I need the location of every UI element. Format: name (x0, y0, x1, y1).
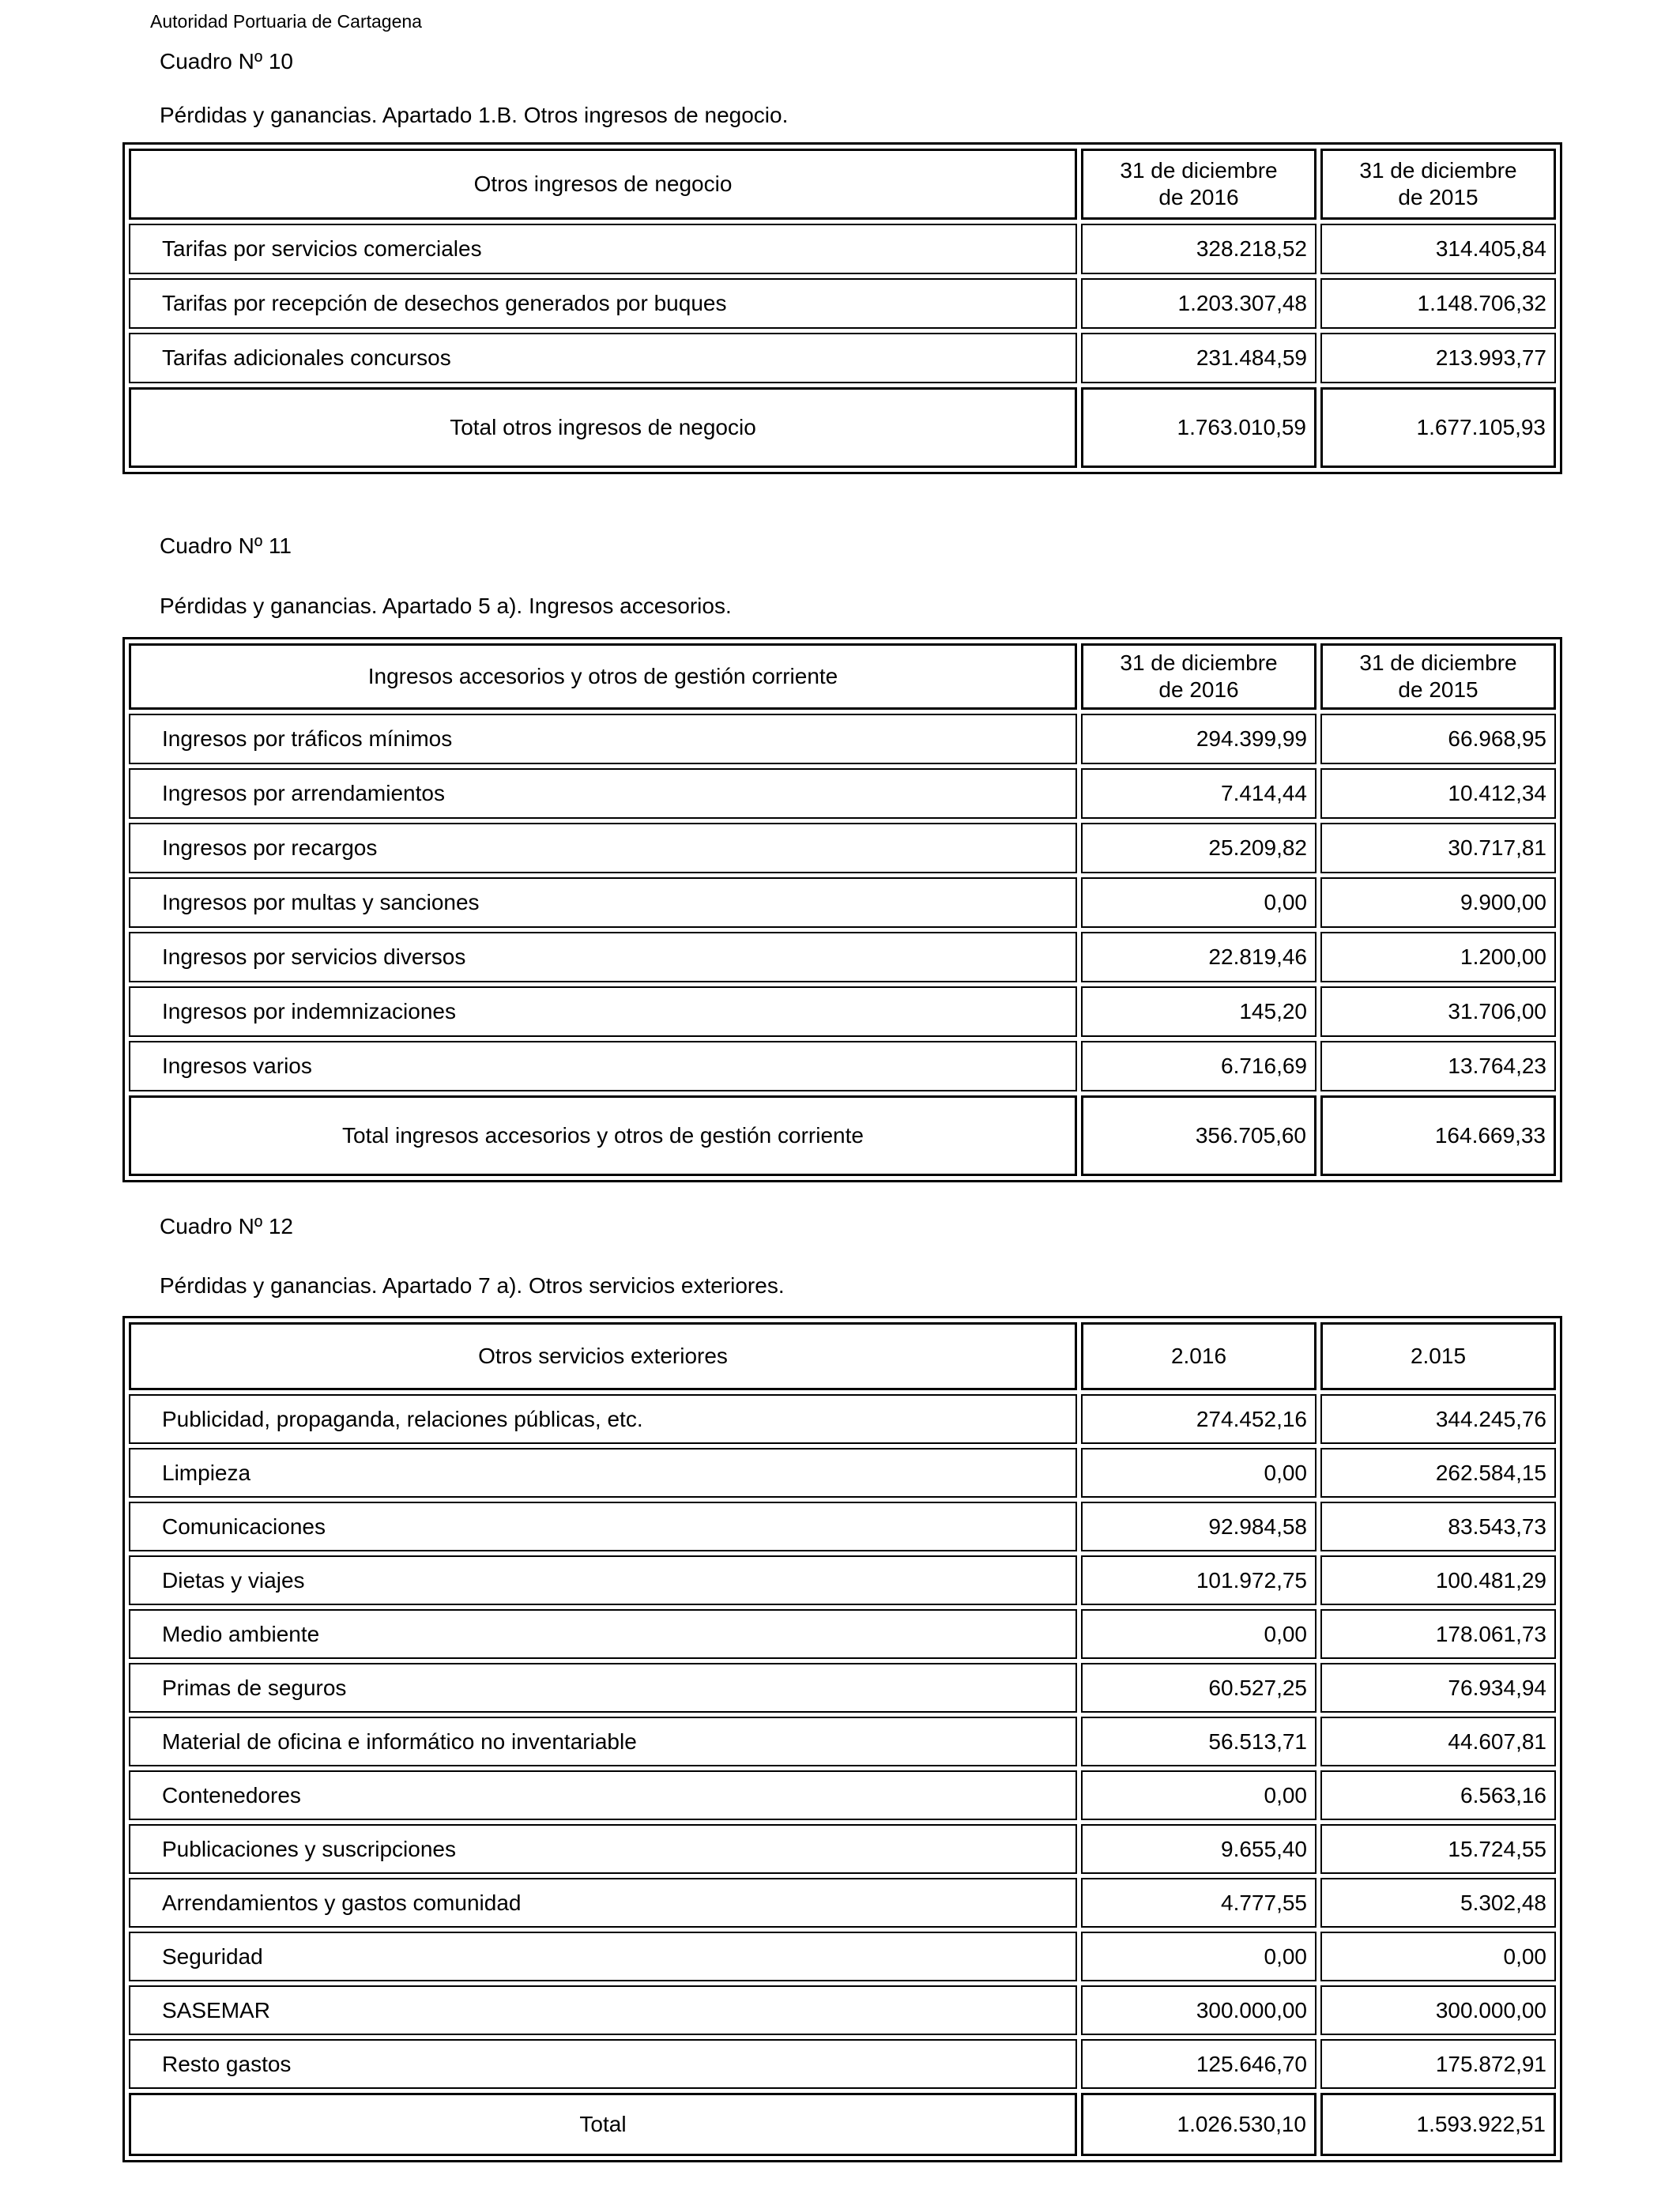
table-row (129, 1663, 1556, 1713)
table-row (129, 1878, 1556, 1928)
total-label: Total otros ingresos de negocio (129, 387, 1077, 468)
row-label: Publicaciones y suscripciones (129, 1824, 1077, 1874)
row-label: Tarifas por servicios comerciales (129, 224, 1077, 274)
row-value: 294.399,99 (1081, 714, 1317, 764)
row-value: 6.716,69 (1081, 1041, 1317, 1091)
column-header: Ingresos accesorios y otros de gestión corriente (129, 643, 1077, 710)
table-row (129, 1824, 1556, 1874)
table-row (129, 1394, 1556, 1444)
total-label: Total (129, 2093, 1077, 2156)
row-label: Dietas y viajes (129, 1555, 1077, 1605)
table-caption: Pérdidas y ganancias. Apartado 1.B. Otros ingresos de negocio. (160, 103, 789, 127)
table-row (129, 1985, 1556, 2035)
row-value: 44.607,81 (1320, 1717, 1556, 1766)
row-label: Seguridad (129, 1932, 1077, 1981)
row-value: 101.972,75 (1081, 1555, 1317, 1605)
table-total-row (129, 2093, 1556, 2156)
column-header: Otros servicios exteriores (129, 1322, 1077, 1390)
row-value: 0,00 (1081, 1609, 1317, 1659)
table-total-row (129, 1095, 1556, 1176)
table-row (129, 1717, 1556, 1766)
total-value: 1.026.530,10 (1081, 2093, 1317, 2156)
row-value: 31.706,00 (1320, 986, 1556, 1037)
table-row (129, 1502, 1556, 1551)
row-label: Publicidad, propaganda, relaciones públicas, etc. (129, 1394, 1077, 1444)
table-row (129, 1041, 1556, 1091)
table-number-label: Cuadro Nº 12 (160, 1214, 293, 1238)
row-label: Contenedores (129, 1770, 1077, 1820)
row-value: 13.764,23 (1320, 1041, 1556, 1091)
row-value: 344.245,76 (1320, 1394, 1556, 1444)
table-total-row (129, 387, 1556, 468)
row-label: Ingresos por multas y sanciones (129, 877, 1077, 928)
table-row (129, 823, 1556, 873)
row-label: Medio ambiente (129, 1609, 1077, 1659)
table-row (129, 1448, 1556, 1498)
row-value: 0,00 (1081, 1448, 1317, 1498)
row-value: 0,00 (1081, 1770, 1317, 1820)
row-value: 0,00 (1081, 1932, 1317, 1981)
row-value: 231.484,59 (1081, 333, 1317, 383)
row-value: 10.412,34 (1320, 768, 1556, 819)
table-cuadro-12 (122, 1316, 1562, 2162)
row-label: Material de oficina e informático no inventariable (129, 1717, 1077, 1766)
table-row (129, 224, 1556, 274)
row-value: 213.993,77 (1320, 333, 1556, 383)
table-cuadro-10 (122, 142, 1562, 474)
row-value: 1.200,00 (1320, 932, 1556, 982)
row-value: 0,00 (1320, 1932, 1556, 1981)
row-label: Ingresos por indemnizaciones (129, 986, 1077, 1037)
row-value: 76.934,94 (1320, 1663, 1556, 1713)
row-value: 6.563,16 (1320, 1770, 1556, 1820)
organization-header: Autoridad Portuaria de Cartagena (150, 11, 422, 32)
total-value: 1.677.105,93 (1320, 387, 1556, 468)
total-value: 1.593.922,51 (1320, 2093, 1556, 2156)
row-value: 262.584,15 (1320, 1448, 1556, 1498)
table-header-row (129, 1322, 1556, 1390)
table-row (129, 714, 1556, 764)
table-header-row (129, 643, 1556, 710)
row-value: 7.414,44 (1081, 768, 1317, 819)
row-value: 1.203.307,48 (1081, 278, 1317, 329)
row-value: 125.646,70 (1081, 2039, 1317, 2089)
table-number-label: Cuadro Nº 10 (160, 49, 293, 74)
row-label: SASEMAR (129, 1985, 1077, 2035)
table-row (129, 1770, 1556, 1820)
row-label: Limpieza (129, 1448, 1077, 1498)
total-label: Total ingresos accesorios y otros de gestión corriente (129, 1095, 1077, 1176)
row-label: Primas de seguros (129, 1663, 1077, 1713)
row-value: 300.000,00 (1320, 1985, 1556, 2035)
row-value: 314.405,84 (1320, 224, 1556, 274)
row-value: 4.777,55 (1081, 1878, 1317, 1928)
row-value: 178.061,73 (1320, 1609, 1556, 1659)
column-header: 31 de diciembre de 2016 (1081, 643, 1317, 710)
row-value: 100.481,29 (1320, 1555, 1556, 1605)
column-header: 2.015 (1320, 1322, 1556, 1390)
row-value: 56.513,71 (1081, 1717, 1317, 1766)
column-header: 31 de diciembre de 2016 (1081, 149, 1317, 220)
row-value: 9.900,00 (1320, 877, 1556, 928)
row-value: 60.527,25 (1081, 1663, 1317, 1713)
row-label: Comunicaciones (129, 1502, 1077, 1551)
row-value: 9.655,40 (1081, 1824, 1317, 1874)
row-value: 25.209,82 (1081, 823, 1317, 873)
table-row (129, 768, 1556, 819)
table-row (129, 1609, 1556, 1659)
total-value: 356.705,60 (1081, 1095, 1317, 1176)
table-caption: Pérdidas y ganancias. Apartado 5 a). Ingresos accesorios. (160, 594, 732, 618)
row-label: Tarifas por recepción de desechos generados por buques (129, 278, 1077, 329)
table-row (129, 877, 1556, 928)
row-label: Resto gastos (129, 2039, 1077, 2089)
row-value: 145,20 (1081, 986, 1317, 1037)
row-label: Ingresos por arrendamientos (129, 768, 1077, 819)
table-number-label: Cuadro Nº 11 (160, 533, 292, 558)
table-row (129, 1555, 1556, 1605)
row-value: 328.218,52 (1081, 224, 1317, 274)
row-label: Tarifas adicionales concursos (129, 333, 1077, 383)
row-value: 274.452,16 (1081, 1394, 1317, 1444)
row-value: 22.819,46 (1081, 932, 1317, 982)
table-row (129, 278, 1556, 329)
table-row (129, 333, 1556, 383)
total-value: 164.669,33 (1320, 1095, 1556, 1176)
row-value: 0,00 (1081, 877, 1317, 928)
row-value: 15.724,55 (1320, 1824, 1556, 1874)
table-caption: Pérdidas y ganancias. Apartado 7 a). Otros servicios exteriores. (160, 1273, 785, 1298)
row-value: 175.872,91 (1320, 2039, 1556, 2089)
row-value: 1.148.706,32 (1320, 278, 1556, 329)
row-label: Ingresos por servicios diversos (129, 932, 1077, 982)
table-cuadro-11 (122, 637, 1562, 1182)
row-value: 30.717,81 (1320, 823, 1556, 873)
row-label: Ingresos por recargos (129, 823, 1077, 873)
row-value: 92.984,58 (1081, 1502, 1317, 1551)
row-value: 66.968,95 (1320, 714, 1556, 764)
table-row (129, 2039, 1556, 2089)
row-value: 300.000,00 (1081, 1985, 1317, 2035)
row-value: 83.543,73 (1320, 1502, 1556, 1551)
table-header-row (129, 149, 1556, 220)
row-value: 5.302,48 (1320, 1878, 1556, 1928)
column-header: 31 de diciembre de 2015 (1320, 643, 1556, 710)
column-header: 2.016 (1081, 1322, 1317, 1390)
total-value: 1.763.010,59 (1081, 387, 1317, 468)
row-label: Ingresos varios (129, 1041, 1077, 1091)
table-row (129, 986, 1556, 1037)
column-header: Otros ingresos de negocio (129, 149, 1077, 220)
column-header: 31 de diciembre de 2015 (1320, 149, 1556, 220)
row-label: Arrendamientos y gastos comunidad (129, 1878, 1077, 1928)
table-row (129, 932, 1556, 982)
table-row (129, 1932, 1556, 1981)
row-label: Ingresos por tráficos mínimos (129, 714, 1077, 764)
